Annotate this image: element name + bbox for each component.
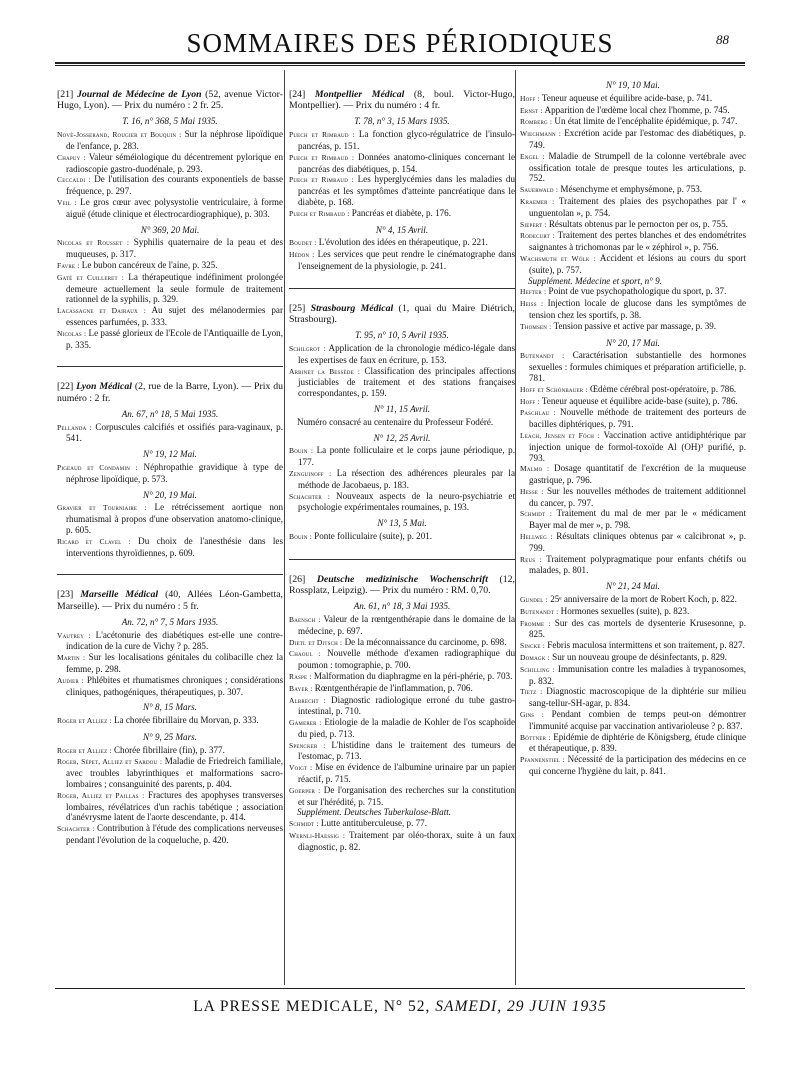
footer-number: N° 52,	[383, 998, 431, 1015]
article-title: Sur un nouveau groupe de désinfectants, p. 829.	[549, 652, 727, 663]
issue-line: T. 16, n° 368, 5 Mai 1935.	[122, 116, 218, 127]
issue-line: N° 4, 15 Avril.	[375, 224, 429, 235]
column-1	[57, 75, 283, 846]
issue-line: An. 67, n° 18, 5 Mai 1935.	[121, 408, 219, 419]
article-title: Phlébites et rhumatismes chroniques ; considérations cliniques, pathogéniques, thérapeutiques, p. 307.	[66, 674, 283, 697]
article-entry	[289, 648, 515, 671]
article-entry	[520, 184, 746, 196]
article-authors: Schilling :	[520, 664, 555, 674]
journal-heading	[289, 303, 515, 325]
article-entry	[520, 396, 746, 408]
article-authors: Nicolas et Rousset :	[57, 238, 130, 248]
article-authors: Puech et Rimbaud :	[289, 175, 354, 185]
article-title: Vaccination active antidiphtérique par injection unique de formol-toxoïde Al (OH)³ purifié, p. 793.	[529, 429, 746, 463]
article-title: Etiologie de la maladie de Kohler de l'os scaphoïde du pied, p. 713.	[298, 717, 516, 739]
article-authors: Pfannenstiel :	[520, 755, 565, 765]
article-title: Apparition de l'œdème local chez l'homme, p. 745.	[542, 104, 730, 115]
article-authors: Hoff et Schönbauer :	[520, 384, 588, 394]
article-title: Maladie de Friedreich familiale, avec troubles labyrinthiques et malformations sacro-lombaires ; consanguinité des parents, p. 404.	[66, 756, 283, 790]
article-title: Tension passive et active par massage, p. 39.	[551, 320, 717, 331]
footer-date: SAMEDI, 29 JUIN 1935	[435, 998, 607, 1015]
article-entry	[57, 715, 283, 727]
journal-name: Journal de Médecine de Lyon	[76, 89, 202, 100]
article-title: Teneur aqueuse et équilibre acide-base, p. 741.	[539, 92, 713, 103]
article-title: Malformation du diaphragme en la péri-phérie, p. 703.	[311, 670, 513, 681]
section-divider	[289, 288, 515, 289]
journal-heading	[57, 381, 283, 403]
article-authors: Schilgrot :	[289, 343, 326, 353]
article-authors: Tietz :	[520, 687, 543, 697]
article-authors: Schachter :	[289, 491, 331, 501]
issue-line: N° 20, 19 Mai.	[143, 489, 197, 500]
journal-details: (8, boul. Victor-Hugo, Montpellier). — Prix du numéro : 4 fr.	[289, 89, 515, 112]
supplement-line: Supplément. Deutsches Tuberkulose-Blatt.	[297, 807, 452, 818]
journal-details: (40, Allées Léon-Gambetta, Marseille). — Prix du numéro : 5 fr.	[57, 589, 283, 612]
article-title: La résection des adhérences pleurales par la méthode de Jacobaeus, p. 183.	[298, 467, 515, 490]
journal-number: [23]	[57, 589, 74, 601]
article-authors: Sincke :	[520, 641, 546, 651]
article-entry	[289, 671, 515, 683]
article-authors: Hoff :	[520, 396, 540, 406]
article-entry	[520, 531, 746, 554]
article-entry	[520, 230, 746, 253]
article-entry	[520, 463, 746, 486]
article-entry	[520, 151, 746, 184]
article-authors: Martin :	[57, 653, 86, 663]
article-title: Le gros cœur avec polysystolie ventriculaire, à forme aiguë (étude clinique et électrocardiographique), p. 303.	[66, 196, 283, 219]
article-entry	[57, 675, 283, 698]
article-entry	[57, 790, 283, 823]
article-authors: Wachsmuth et Wölk :	[520, 253, 597, 263]
article-authors: Butenandt :	[520, 351, 565, 361]
article-title: Injection locale de glucose dans les symptômes de tension chez les sportifs, p. 38.	[529, 298, 746, 320]
article-entry	[520, 116, 746, 128]
issue-line: N° 8, 15 Mars.	[143, 702, 197, 713]
article-entry	[520, 508, 746, 531]
article-authors: Gaté et Cuilleret :	[57, 272, 125, 282]
article-authors: Ernst :	[520, 105, 543, 115]
article-title: Sur les nouvelles méthodes de traitement additionnel du cancer, p. 797.	[529, 485, 746, 508]
article-title: Nouveaux aspects de la neuro-psychiatrie et psychologie expérimentales roumaines, p. 193.	[298, 490, 515, 513]
article-entry	[289, 343, 515, 366]
article-entry	[289, 468, 515, 491]
article-authors: Reus :	[520, 554, 542, 564]
article-authors: Hesse :	[520, 486, 544, 496]
article-entry	[57, 129, 283, 152]
article-authors: Zenguinoff :	[289, 468, 332, 478]
article-entry	[57, 756, 283, 789]
column-divider	[515, 70, 516, 985]
article-entry	[520, 594, 746, 606]
article-title: Diagnostic radiologique erroné du tube gastro-intestinal, p. 710.	[298, 694, 516, 717]
issue-line: N° 21, 24 Mai.	[606, 581, 660, 592]
article-entry	[289, 208, 515, 220]
journal-name: Lyon Médical	[76, 381, 132, 393]
section-divider	[57, 574, 283, 575]
issue-line: T. 78, n° 3, 15 Mars 1935.	[354, 116, 450, 127]
article-entry	[520, 430, 746, 463]
article-title: Résultats obtenus par le pernocton per os, p. 755.	[546, 218, 728, 229]
article-entry	[289, 785, 515, 808]
article-authors: Kraemer :	[520, 196, 555, 206]
article-title: Au sujet des mélanodermies par essences parfumées, p. 333.	[66, 305, 283, 327]
article-authors: Butenandt :	[520, 606, 559, 616]
article-entry	[520, 253, 746, 276]
article-title: Maladie de Strumpell de la colonne vertébrale avec ossification totale de presque toutes les articulations, p. 752.	[529, 150, 746, 184]
article-authors: Thomsen :	[520, 321, 552, 331]
article-entry	[289, 818, 515, 830]
article-title: Accident et lésions au cours du sport (suite), p. 757.	[529, 252, 746, 275]
article-title: La thérapeutique indéfiniment prolongée demeure actuellement la seule formule de traitement rationnel de la syphilis, p. 329.	[66, 271, 283, 305]
article-authors: Lacassagne et Dairaux :	[57, 306, 146, 316]
article-entry	[289, 762, 515, 785]
article-authors: Voigt :	[289, 763, 313, 773]
footer-rule	[55, 988, 745, 989]
journal-number: [22]	[57, 381, 74, 393]
article-entry	[57, 462, 283, 485]
article-entry	[289, 614, 515, 637]
article-entry	[520, 732, 746, 755]
article-authors: Pigeaud et Condamin :	[57, 462, 138, 472]
journal-heading	[289, 89, 515, 111]
article-title: Données anatomo-cliniques concernant le pancréas des diabétiques, p. 154.	[298, 151, 515, 174]
issue-line: N° 369, 20 Mai.	[140, 224, 200, 235]
article-entry	[520, 618, 746, 641]
article-entry	[520, 286, 746, 298]
article-title: Œdème cérébral post-opératoire, p. 786.	[587, 383, 737, 394]
article-entry	[57, 174, 283, 197]
article-authors: Gundel :	[520, 595, 548, 605]
article-title: Immunisation contre les maladies à trypanosomes, p. 832.	[529, 663, 747, 686]
article-title: Corpuscules calcifiés et ossifiés para-vaginaux, p. 541.	[66, 421, 283, 444]
article-authors: Gamerer :	[289, 718, 322, 728]
article-authors: Bayer :	[289, 683, 313, 693]
article-title: Traitement par oléo-thorax, suite à un faux diagnostic, p. 82.	[298, 830, 516, 852]
journal-number: [21]	[57, 89, 74, 100]
article-entry	[289, 174, 515, 207]
article-authors: Heiss :	[520, 299, 544, 309]
article-entry	[289, 717, 515, 740]
journal-details: (52, avenue Victor-Hugo, Lyon). — Prix du numéro : 2 fr. 25.	[57, 89, 283, 112]
article-title: Le bubon cancéreux de l'aine, p. 325.	[79, 259, 218, 270]
article-entry	[520, 196, 746, 219]
article-entry	[520, 486, 746, 509]
journal-number: [25]	[289, 302, 306, 314]
article-title: Traitement du mal de mer par le « médicament Bayer mal de mer », p. 798.	[529, 508, 746, 531]
article-authors: Boudet :	[289, 238, 317, 248]
article-authors: Dietl et Ditsch :	[289, 637, 343, 647]
article-entry	[520, 664, 746, 687]
article-entry	[520, 384, 746, 396]
article-authors: Engel :	[520, 151, 545, 161]
article-authors: Novè-Josserand, Rougier et Bouquin :	[57, 130, 182, 140]
article-title: L'évolution des idées en thérapeutique, p. 221.	[316, 237, 488, 248]
article-authors: Puech et Rimbaud :	[289, 152, 355, 162]
article-authors: Paschlau :	[520, 408, 556, 418]
article-entry	[520, 219, 746, 231]
article-title: De la méconnaissance du carcinome, p. 698.	[342, 636, 507, 647]
journal-name: Strasbourg Médical	[310, 302, 394, 314]
issue-line: N° 12, 25 Avril.	[373, 432, 431, 443]
article-entry	[57, 536, 283, 559]
issue-line: T. 95, n° 10, 5 Avril 1935.	[355, 330, 449, 341]
article-entry	[289, 445, 515, 468]
article-authors: Domagk :	[520, 653, 550, 663]
article-title: Rœntgenthérapie de l'inflammation, p. 706.	[312, 682, 473, 693]
article-title: L'acétonurie des diabétiques est-elle une contre-indication de la cure de Vichy ? p. 285.	[66, 629, 283, 652]
article-entry	[289, 740, 515, 763]
article-title: Classification des principales affections justiciables de traitement et des stations françaises correspondantes, p. 159.	[298, 365, 515, 399]
article-entry	[57, 745, 283, 757]
page-title: SOMMAIRES DES PÉRIODIQUES	[186, 28, 614, 58]
article-title: Dosage quantitatif de l'excrétion de la muqueuse gastrique, p. 796.	[529, 463, 746, 486]
article-entry	[289, 531, 515, 543]
issue-note: Numéro consacré au centenaire du Professeur Fodéré.	[297, 416, 494, 427]
article-title: Diagnostic macroscopique de la diphtérie sur milieu sang-tellur-SH-agar, p. 834.	[529, 686, 746, 709]
journal-heading	[57, 89, 283, 111]
article-authors: Veil :	[57, 197, 77, 207]
page-header	[55, 20, 745, 60]
page-number: 88	[716, 32, 729, 47]
article-entry	[57, 328, 283, 351]
article-authors: Gravier et Tourniaire :	[57, 503, 147, 513]
article-title: 25ᵉ anniversaire de la mort de Robert Koch, p. 822.	[547, 594, 737, 605]
section-divider	[57, 366, 283, 367]
article-entry	[520, 554, 746, 577]
article-title: De l'utilisation des courants exponentiels de basse fréquence, p. 297.	[66, 174, 283, 197]
article-entry	[57, 422, 283, 445]
article-authors: Schachter :	[57, 824, 95, 834]
article-entry	[289, 491, 515, 514]
article-entry	[289, 152, 515, 175]
header-rule-thin	[55, 65, 745, 66]
issue-line: An. 61, n° 18, 3 Mai 1935.	[353, 601, 451, 612]
supplement-line: Supplément. Médecine et sport, n° 9.	[528, 275, 662, 286]
article-title: De l'organisation des recherches sur la constitution et sur l'hérédité, p. 715.	[298, 784, 515, 807]
page-footer	[55, 998, 745, 1016]
article-title: Valeur séméiologique du décentrement pylorique en radioscopie gastro-duodénale, p. 293.	[66, 151, 283, 174]
column-2	[289, 75, 515, 853]
column-3	[520, 75, 746, 777]
article-entry	[57, 272, 283, 305]
article-title: Excrétion acide par l'estomac des diabétiques, p. 749.	[529, 128, 746, 150]
article-authors: Bouin :	[289, 446, 314, 456]
article-title: Hormones sexuelles (suite), p. 823.	[558, 605, 690, 616]
article-authors: Wernli-Haessig :	[289, 831, 346, 841]
journal-name: Deutsche medizinische Wochenschrift	[316, 573, 488, 585]
article-entry	[57, 823, 283, 846]
article-entry	[289, 695, 515, 718]
article-title: Les services que peut rendre le cinématographe dans l'enseignement de la physiologie, p. 241.	[298, 249, 516, 271]
footer-journal: LA PRESSE MEDICALE,	[193, 998, 379, 1015]
article-authors: Goerper :	[289, 785, 321, 795]
article-authors: Ceccaldi :	[57, 175, 91, 185]
article-title: Pendant combien de temps peut-on démontrer l'immunité acquise par vaccination antivarioleuse ? p. 837.	[529, 709, 746, 731]
article-title: Le rétrécissement aortique non rhumatismal à propos d'une observation anatomo-clinique, p. 605.	[66, 502, 284, 535]
article-authors: Rodecurt :	[520, 231, 555, 241]
journal-heading	[289, 574, 515, 596]
journal-name: Montpellier Médical	[314, 89, 405, 100]
article-authors: Puech et Rimbaud :	[289, 130, 355, 140]
article-authors: Romberg :	[520, 117, 553, 127]
article-title: Mise en évidence de l'albumine urinaire par un papier réactif, p. 715.	[298, 762, 515, 785]
article-entry	[57, 305, 283, 328]
article-authors: Siepert :	[520, 219, 547, 229]
article-entry	[520, 350, 746, 383]
article-authors: Schmidt :	[289, 819, 319, 829]
article-title: La ponte folliculaire et le corps jaune périodique, p. 177.	[298, 445, 515, 468]
article-entry	[57, 652, 283, 675]
article-authors: Malmo :	[520, 464, 550, 474]
article-title: L'histidine dans le traitement des tumeurs de l'estomac, p. 713.	[298, 739, 515, 762]
article-entry	[289, 366, 515, 399]
article-entry	[289, 249, 515, 272]
article-title: Sur des cas mortels de dysenterie Krusesonne, p. 825.	[529, 617, 746, 640]
article-authors: Sauerwald :	[520, 185, 559, 195]
article-entry	[520, 709, 746, 732]
article-authors: Puech et Rimbaud :	[289, 208, 350, 218]
article-title: Traitement des pertes blanches et des endométrites saignantes à trichomonas par le « zéphirol », p. 756.	[529, 230, 746, 253]
article-entry	[520, 407, 746, 430]
article-title: Teneur aqueuse et équilibre acide-base (suite), p. 786.	[539, 395, 738, 406]
article-title: Valeur de la rœntgenthérapie dans le domaine de la médecine, p. 697.	[298, 613, 516, 636]
article-title: Du choix de l'anesthésie dans les interventions thyroïdiennes, p. 609.	[66, 535, 283, 558]
article-entry	[520, 686, 746, 709]
article-authors: Wiechmann :	[520, 129, 562, 139]
article-entry	[289, 637, 515, 649]
article-entry	[520, 105, 746, 117]
article-entry	[57, 197, 283, 220]
article-title: Point de vue psychopathologique du sport, p. 37.	[546, 286, 727, 297]
article-entry	[57, 152, 283, 175]
article-entry	[520, 321, 746, 333]
journal-details: (12, Rossplatz, Leipzig). — Prix du numéro : RM. 0,70.	[289, 573, 515, 596]
article-entry	[57, 237, 283, 260]
journal-number: [24]	[289, 89, 306, 100]
issue-line: N° 9, 25 Mars.	[143, 731, 197, 742]
article-entry	[520, 754, 746, 777]
article-authors: Vautrey :	[57, 630, 91, 640]
article-title: Syphilis quaternaire de la peau et des muqueuses, p. 317.	[66, 237, 283, 260]
article-title: Febris maculosa intermittens et son traitement, p. 827.	[545, 640, 745, 651]
article-title: Nouvelle méthode de traitement des porteurs de bacilles diphtériques, p. 791.	[529, 407, 746, 430]
article-entry	[289, 237, 515, 249]
article-entry	[289, 683, 515, 695]
article-authors: Nicolas :	[57, 328, 87, 338]
article-entry	[289, 830, 515, 853]
article-title: Fractures des apophyses transverses lombaires, révélatrices d'un rachis tabétique ; association d'anévrysme latent de l'aorte descendante, p. 414.	[66, 789, 283, 823]
journal-details: (2, rue de la Barre, Lyon). — Prix du numéro : 2 fr.	[57, 381, 283, 404]
article-authors: Gins :	[520, 710, 545, 720]
column-divider	[284, 70, 285, 985]
article-authors: Raspe :	[289, 671, 312, 681]
article-title: Application de la chronologie médico-légale dans les expertises de faux en écriture, p. 153.	[298, 342, 515, 365]
article-entry	[289, 129, 515, 152]
article-entry	[520, 128, 746, 151]
article-authors: Bouin :	[289, 531, 312, 541]
journal-heading	[57, 589, 283, 611]
article-title: Un état limite de l'encéphalite épidémique, p. 747.	[552, 116, 738, 127]
article-authors: Roger, Alliez et Paillas :	[57, 790, 145, 800]
article-title: Contribution à l'étude des complications nerveuses pendant l'évolution de la coqueluche, p. 420.	[66, 823, 283, 846]
article-entry	[520, 640, 746, 652]
article-entry	[57, 260, 283, 272]
article-authors: Roger et Alliez :	[57, 716, 112, 726]
article-title: Epidémie de diphtérie de Königsberg, étude clinique et thérapeutique, p. 839.	[529, 731, 746, 754]
article-title: Le passé glorieux de l'Ecole de l'Antiquaille de Lyon, p. 335.	[66, 327, 284, 350]
issue-line: An. 72, n° 7, 5 Mars 1935.	[121, 616, 219, 627]
header-rule	[55, 62, 745, 64]
article-authors: Fromme :	[520, 618, 551, 628]
article-authors: Audier :	[57, 675, 84, 685]
article-authors: Hefter :	[520, 287, 547, 297]
issue-line: N° 19, 12 Mai.	[143, 449, 197, 460]
article-title: Nécessité de la participation des médecins en ce qui concerne l'hygiène du lait, p. 841.	[529, 754, 746, 777]
section-divider	[289, 559, 515, 560]
issue-line: N° 11, 15 Avril.	[373, 403, 431, 414]
article-title: Résultats cliniques obtenus par « calcibronat », p. 799.	[529, 531, 747, 553]
article-authors: Hoff :	[520, 93, 540, 103]
article-title: Sur la néphrose lipoïdique de l'enfance, p. 283.	[66, 129, 283, 151]
article-entry	[520, 298, 746, 321]
article-authors: Chapuy :	[57, 152, 86, 162]
article-authors: Ricard et Clavel :	[57, 536, 131, 546]
article-title: Chorée fibrillaire (fin), p. 377.	[111, 744, 225, 755]
article-authors: Spencker :	[289, 740, 326, 750]
article-authors: Pellanda :	[57, 422, 92, 432]
article-title: Néphropathie gravidique à type de néphrose lipoïdique, p. 573.	[66, 461, 283, 484]
article-title: Lutte antituberculeuse, p. 77.	[318, 818, 427, 829]
article-title: Caractérisation substantielle des hormones sexuelles : formules chimiques et préparation artificielle, p. 781.	[529, 350, 746, 383]
journal-number: [26]	[289, 573, 306, 585]
article-entry	[520, 606, 746, 618]
article-title: La chorée fibrillaire du Morvan, p. 333.	[111, 715, 259, 726]
issue-line: N° 13, 5 Mai.	[377, 518, 427, 529]
article-title: La fonction glyco-régulatrice de l'insulo-pancréas, p. 151.	[298, 129, 515, 151]
article-title: Traitement des plaies des psychopathes par l' « unguentolan », p. 754.	[529, 195, 746, 218]
article-authors: Favre :	[57, 260, 80, 270]
issue-line: N° 20, 17 Mai.	[606, 337, 660, 348]
issue-line: N° 19, 10 Mai.	[606, 80, 660, 90]
article-title: Nouvelle méthode d'examen radiographique du poumon : tomographie, p. 700.	[298, 648, 515, 671]
article-title: Traitement polypragmatique pour enfants chétifs ou malades, p. 801.	[529, 553, 747, 576]
article-authors: Leach, Jensen et Föch :	[520, 430, 600, 440]
article-entry	[57, 630, 283, 653]
article-authors: Baensch :	[289, 614, 321, 624]
article-title: Pancréas et diabète, p. 176.	[349, 207, 451, 218]
article-authors: Schmidt :	[520, 509, 553, 519]
article-authors: Albrecht :	[289, 695, 326, 705]
article-authors: Arbinet la Bessède :	[289, 366, 361, 376]
article-authors: Böttner :	[520, 732, 551, 742]
journal-details: (1, quai du Maire Diétrich, Strasbourg).	[289, 302, 515, 325]
article-entry	[520, 652, 746, 664]
journal-name: Marseille Médical	[80, 589, 159, 601]
article-authors: Hédon :	[289, 250, 315, 260]
article-title: Ponte folliculaire (suite), p. 201.	[311, 530, 433, 541]
article-authors: Hellweg :	[520, 532, 553, 542]
article-authors: Roger et Alliez :	[57, 745, 112, 755]
article-title: Sur les localisations génitales du colibacille chez la femme, p. 298.	[66, 652, 284, 674]
article-authors: Roger, Sépet, Alliez et Sardou :	[57, 757, 163, 767]
article-entry	[520, 93, 746, 105]
article-title: Les hyperglycémies dans les maladies du pancréas et les symptômes d'atteinte pancréatique dans le diabète, p. 168.	[298, 174, 516, 207]
article-title: Mésenchyme et emphysémone, p. 753.	[558, 184, 703, 195]
article-authors: Chaoul :	[289, 649, 321, 659]
article-entry	[57, 502, 283, 535]
